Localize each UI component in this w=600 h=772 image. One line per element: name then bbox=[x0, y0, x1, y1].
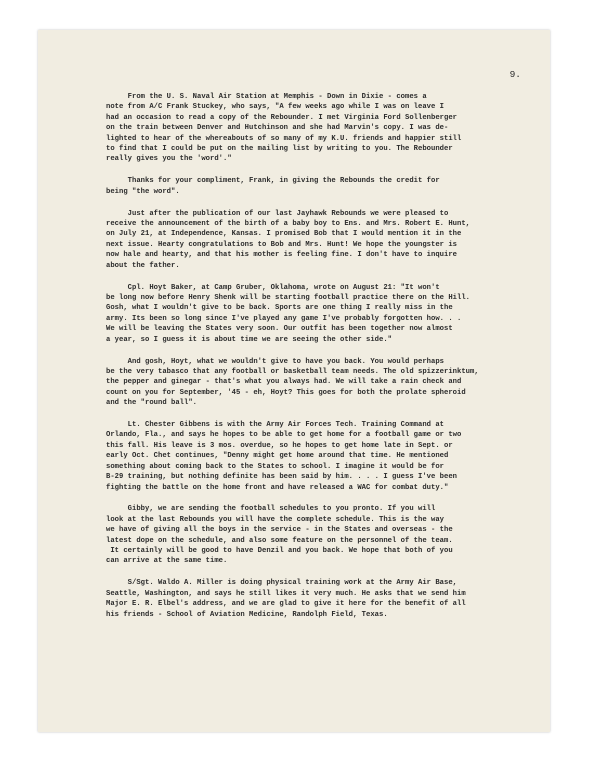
text-line: latest dope on the schedule, and also some feature on the personnel of the team. bbox=[106, 536, 453, 545]
text-line: B-29 training, but nothing definite has been said by him. . . . I guess I've been bbox=[106, 473, 457, 482]
text-line: count on you for September, '45 - eh, Hoyt? This goes for both the prolate spheroid bbox=[106, 388, 466, 397]
text-line: really gives you the 'word'." bbox=[106, 155, 232, 164]
text-line: can arrive at the same time. bbox=[106, 557, 228, 566]
text-line: Seattle, Washington, and says he still likes it very much. He asks that we send him bbox=[106, 589, 466, 598]
text-line: Gibby, we are sending the football schedules to you pronto. If you will bbox=[106, 505, 436, 514]
text-line: note from A/C Frank Stuckey, who says, "A few weeks ago while I was on leave I bbox=[106, 103, 444, 112]
text-line: on the train between Denver and Hutchinson and she had Marvin's copy. I was de- bbox=[106, 124, 449, 133]
text-line: now hale and hearty, and that his mother is feeling fine. I don't have to inquire bbox=[106, 251, 457, 260]
text-line: It certainly will be good to have Denzil and you back. We hope that both of you bbox=[106, 547, 453, 556]
text-line: receive the announcement of the birth of a baby boy to Ens. and Mrs. Robert E. Hunt, bbox=[106, 220, 470, 229]
text-line: being "the word". bbox=[106, 187, 180, 196]
letter-body bbox=[106, 92, 536, 631]
text-line: Major E. R. Elbel's address, and we are glad to give it here for the benefit of all bbox=[106, 600, 466, 609]
text-line: And gosh, Hoyt, what we wouldn't give to have you back. You would perhaps bbox=[106, 357, 444, 366]
text-line: this fall. His leave is 3 mos. overdue, so he hopes to get home late in Sept. or bbox=[106, 441, 453, 450]
text-line: to find that I could be put on the mailing list by writing to you. The Rebounder bbox=[106, 145, 453, 154]
paragraph bbox=[106, 504, 536, 566]
text-line: Cpl. Hoyt Baker, at Camp Gruber, Oklahoma, wrote on August 21: "It won't bbox=[106, 283, 440, 292]
text-line: a year, so I guess it is about time we are seeing the other side." bbox=[106, 335, 392, 344]
text-line: on July 21, at Independence, Kansas. I promised Bob that I would mention it in the bbox=[106, 230, 462, 239]
text-line: Gosh, what I wouldn't give to be back. Sports are one thing I really miss in the bbox=[106, 304, 453, 313]
paragraph bbox=[106, 283, 536, 345]
text-line: something about coming back to the States to school. I imagine it would be for bbox=[106, 462, 444, 471]
paragraph bbox=[106, 420, 536, 493]
text-line: We will be leaving the States very soon. Our outfit has been together now almost bbox=[106, 325, 453, 334]
text-line: be long now before Henry Shenk will be starting football practice there on the Hill. bbox=[106, 294, 470, 302]
text-line: about the father. bbox=[106, 261, 180, 270]
text-line: army. Its been so long since I've played any game I've probably forgotten how. . . bbox=[106, 314, 462, 323]
text-line: fighting the battle on the home front and have released a WAC for combat duty." bbox=[106, 483, 449, 492]
text-line: Thanks for your compliment, Frank, in giving the Rebounds the credit for bbox=[106, 177, 440, 186]
text-line: and the "round ball". bbox=[106, 399, 197, 408]
text-line: look at the last Rebounds you will have the complete schedule. This is the way bbox=[106, 515, 444, 524]
text-line: From the U. S. Naval Air Station at Memphis - Down in Dixie - comes a bbox=[106, 93, 427, 101]
text-line: his friends - School of Aviation Medicine, Randolph Field, Texas. bbox=[106, 610, 388, 619]
page-number: 9. bbox=[509, 69, 521, 80]
text-line: lighted to hear of the whereabouts of so many of my K.U. friends and happier still bbox=[106, 134, 462, 143]
text-line: had an occasion to read a copy of the Rebounder. I met Virginia Ford Sollenberger bbox=[106, 113, 457, 122]
text-line: be the very tabasco that any football or basketball team needs. The old spizzerinktum, bbox=[106, 367, 479, 376]
typed-page bbox=[38, 30, 550, 732]
paragraph bbox=[106, 578, 536, 620]
text-line: the pepper and ginegar - that's what you always had. We will take a rain check and bbox=[106, 378, 462, 387]
text-line: S/Sgt. Waldo A. Miller is doing physical training work at the Army Air Base, bbox=[106, 579, 457, 588]
text-line: Orlando, Fla., and says he hopes to be able to get home for a football game or two bbox=[106, 431, 462, 440]
text-line: Just after the publication of our last Jayhawk Rebounds we were pleased to bbox=[106, 209, 449, 218]
text-line: next issue. Hearty congratulations to Bob and Mrs. Hunt! We hope the youngster is bbox=[106, 240, 457, 249]
text-line: early Oct. Chet continues, "Denny might get home around that time. He mentioned bbox=[106, 452, 449, 461]
paragraph bbox=[106, 176, 536, 197]
text-line: Lt. Chester Gibbens is with the Army Air Forces Tech. Training Command at bbox=[106, 421, 444, 430]
paragraph bbox=[106, 209, 536, 271]
paragraph bbox=[106, 92, 536, 165]
paragraph bbox=[106, 357, 536, 409]
text-line: we have of giving all the boys in the service - in the States and overseas - the bbox=[106, 526, 453, 535]
